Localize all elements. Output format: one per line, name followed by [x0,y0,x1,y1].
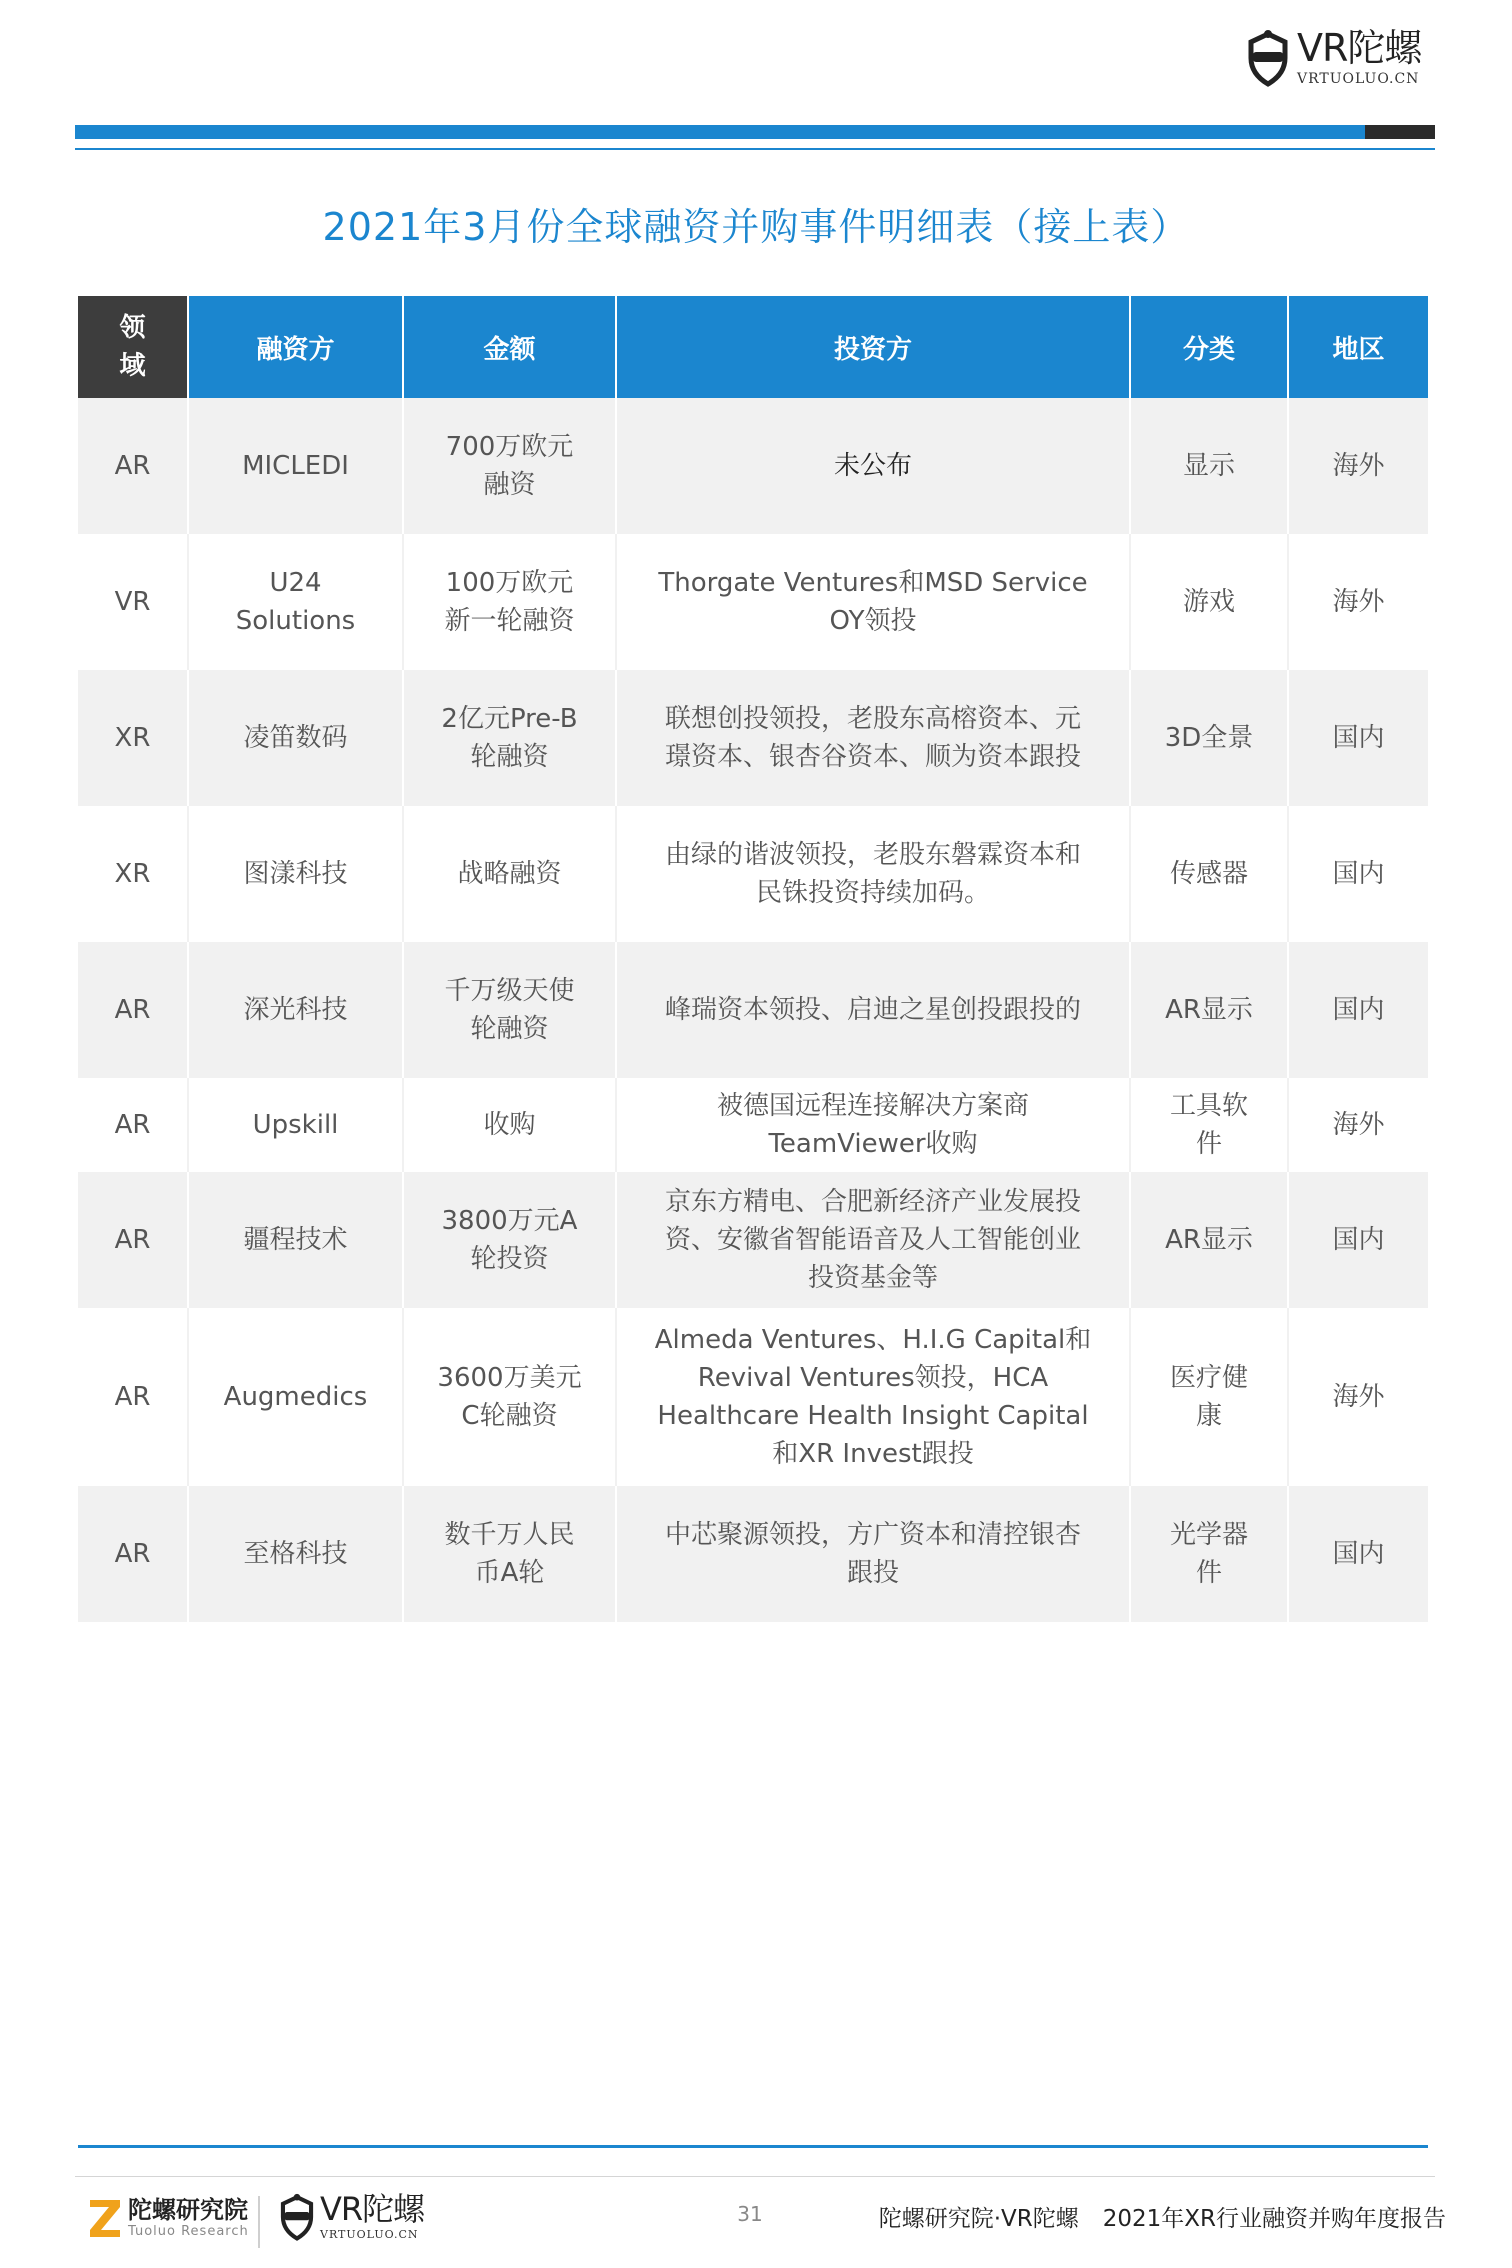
table-bottom-rule [78,2145,1428,2148]
footer-divider [75,2176,1435,2177]
cell-investor: 被德国远程连接解决方案商 TeamViewer收购 [616,1078,1130,1172]
cell-company: 图漾科技 [188,806,403,942]
cell-category: AR显示 [1130,942,1288,1078]
cell-field: AR [78,1078,188,1172]
cell-company: 深光科技 [188,942,403,1078]
brand-name: VR陀螺 [1297,26,1422,70]
cell-investor: 京东方精电、合肥新经济产业发展投 资、安徽省智能语音及人工智能创业 投资基金等 [616,1172,1130,1308]
table-row [78,1308,1428,1486]
page-title: 2021年3月份全球融资并购事件明细表（接上表） [322,205,1190,249]
header-bar-blue [75,125,1365,139]
cell-company: Augmedics [188,1308,403,1486]
table-header-row [78,296,1428,398]
page-number: 31 [737,2202,763,2226]
cell-field: AR [78,1486,188,1622]
cell-field: AR [78,1308,188,1486]
cell-investor: Thorgate Ventures和MSD Service OY领投 [616,534,1130,670]
footer-brand-domain: VRTUOLUO.CN [320,2228,419,2241]
cell-category: 医疗健 康 [1130,1308,1288,1486]
header-category: 分类 [1130,296,1288,398]
footer-brand-logo [278,2192,424,2242]
cell-investor: Almeda Ventures、H.I.G Capital和 Revival Ventures领投，HCA Healthcare Health Insight Capital 和XR Invest跟投 [616,1308,1130,1486]
cell-field: AR [78,398,188,534]
research-sub: Tuoluo Research [128,2223,249,2239]
cell-amount: 战略融资 [403,806,616,942]
cell-region: 国内 [1288,1172,1428,1308]
cell-region: 国内 [1288,670,1428,806]
cell-amount: 100万欧元 新一轮融资 [403,534,616,670]
table-row [78,398,1428,534]
table-row [78,1172,1428,1308]
cell-region: 国内 [1288,1486,1428,1622]
footer-brand-name: VR陀螺 [320,2190,425,2228]
cell-field: AR [78,942,188,1078]
cell-amount: 3600万美元 C轮融资 [403,1308,616,1486]
research-name: 陀螺研究院 [128,2196,248,2225]
cell-category: 光学器 件 [1130,1486,1288,1622]
table-body [78,398,1428,1622]
header-company: 融资方 [188,296,403,398]
table-row [78,534,1428,670]
cell-company: 疆程技术 [188,1172,403,1308]
cell-region: 海外 [1288,534,1428,670]
cell-amount: 2亿元Pre-B 轮融资 [403,670,616,806]
cell-company: Upskill [188,1078,403,1172]
cell-investor: 中芯聚源领投，方广资本和清控银杏 跟投 [616,1486,1130,1622]
z-logo-icon [88,2196,122,2240]
cell-investor: 未公布 [616,398,1130,534]
cell-company: U24 Solutions [188,534,403,670]
table-row [78,670,1428,806]
cell-investor: 峰瑞资本领投、启迪之星创投跟投的 [616,942,1130,1078]
cell-field: XR [78,670,188,806]
cell-region: 海外 [1288,398,1428,534]
footer-logo-separator [258,2196,260,2248]
footer-report-info [879,2200,1446,2233]
cell-category: AR显示 [1130,1172,1288,1308]
brand-domain: VRTUOLUO.CN [1297,71,1420,87]
header-region: 地区 [1288,296,1428,398]
cell-field: VR [78,534,188,670]
cell-company: 至格科技 [188,1486,403,1622]
financing-table [78,296,1428,1622]
cell-amount: 数千万人民 币A轮 [403,1486,616,1622]
cell-amount: 千万级天使 轮融资 [403,942,616,1078]
table-row [78,942,1428,1078]
cell-company: 凌笛数码 [188,670,403,806]
cell-field: XR [78,806,188,942]
cell-amount: 收购 [403,1078,616,1172]
table-row [78,806,1428,942]
vr-helmet-icon [1245,28,1291,88]
cell-region: 海外 [1288,1078,1428,1172]
cell-region: 国内 [1288,942,1428,1078]
cell-category: 传感器 [1130,806,1288,942]
header-divider [75,148,1435,150]
header-amount: 金额 [403,296,616,398]
cell-amount: 3800万元A 轮投资 [403,1172,616,1308]
footer-report-title: 2021年XR行业融资并购年度报告 [1102,2206,1446,2232]
cell-category: 显示 [1130,398,1288,534]
header-investor: 投资方 [616,296,1130,398]
cell-category: 工具软 件 [1130,1078,1288,1172]
cell-category: 3D全景 [1130,670,1288,806]
tuoluo-research-logo [88,2196,249,2240]
cell-company: MICLEDI [188,398,403,534]
cell-region: 国内 [1288,806,1428,942]
cell-field: AR [78,1172,188,1308]
table-row [78,1486,1428,1622]
header-field: 领 域 [78,296,188,398]
vr-helmet-icon [278,2192,316,2242]
brand-logo [1245,28,1421,88]
cell-investor: 由绿的谐波领投，老股东磐霖资本和 民铢投资持续加码。 [616,806,1130,942]
cell-category: 游戏 [1130,534,1288,670]
footer-source: 陀螺研究院·VR陀螺 [878,2206,1079,2232]
cell-region: 海外 [1288,1308,1428,1486]
cell-investor: 联想创投领投，老股东高榕资本、元 璟资本、银杏谷资本、顺为资本跟投 [616,670,1130,806]
table-row [78,1078,1428,1172]
cell-amount: 700万欧元 融资 [403,398,616,534]
